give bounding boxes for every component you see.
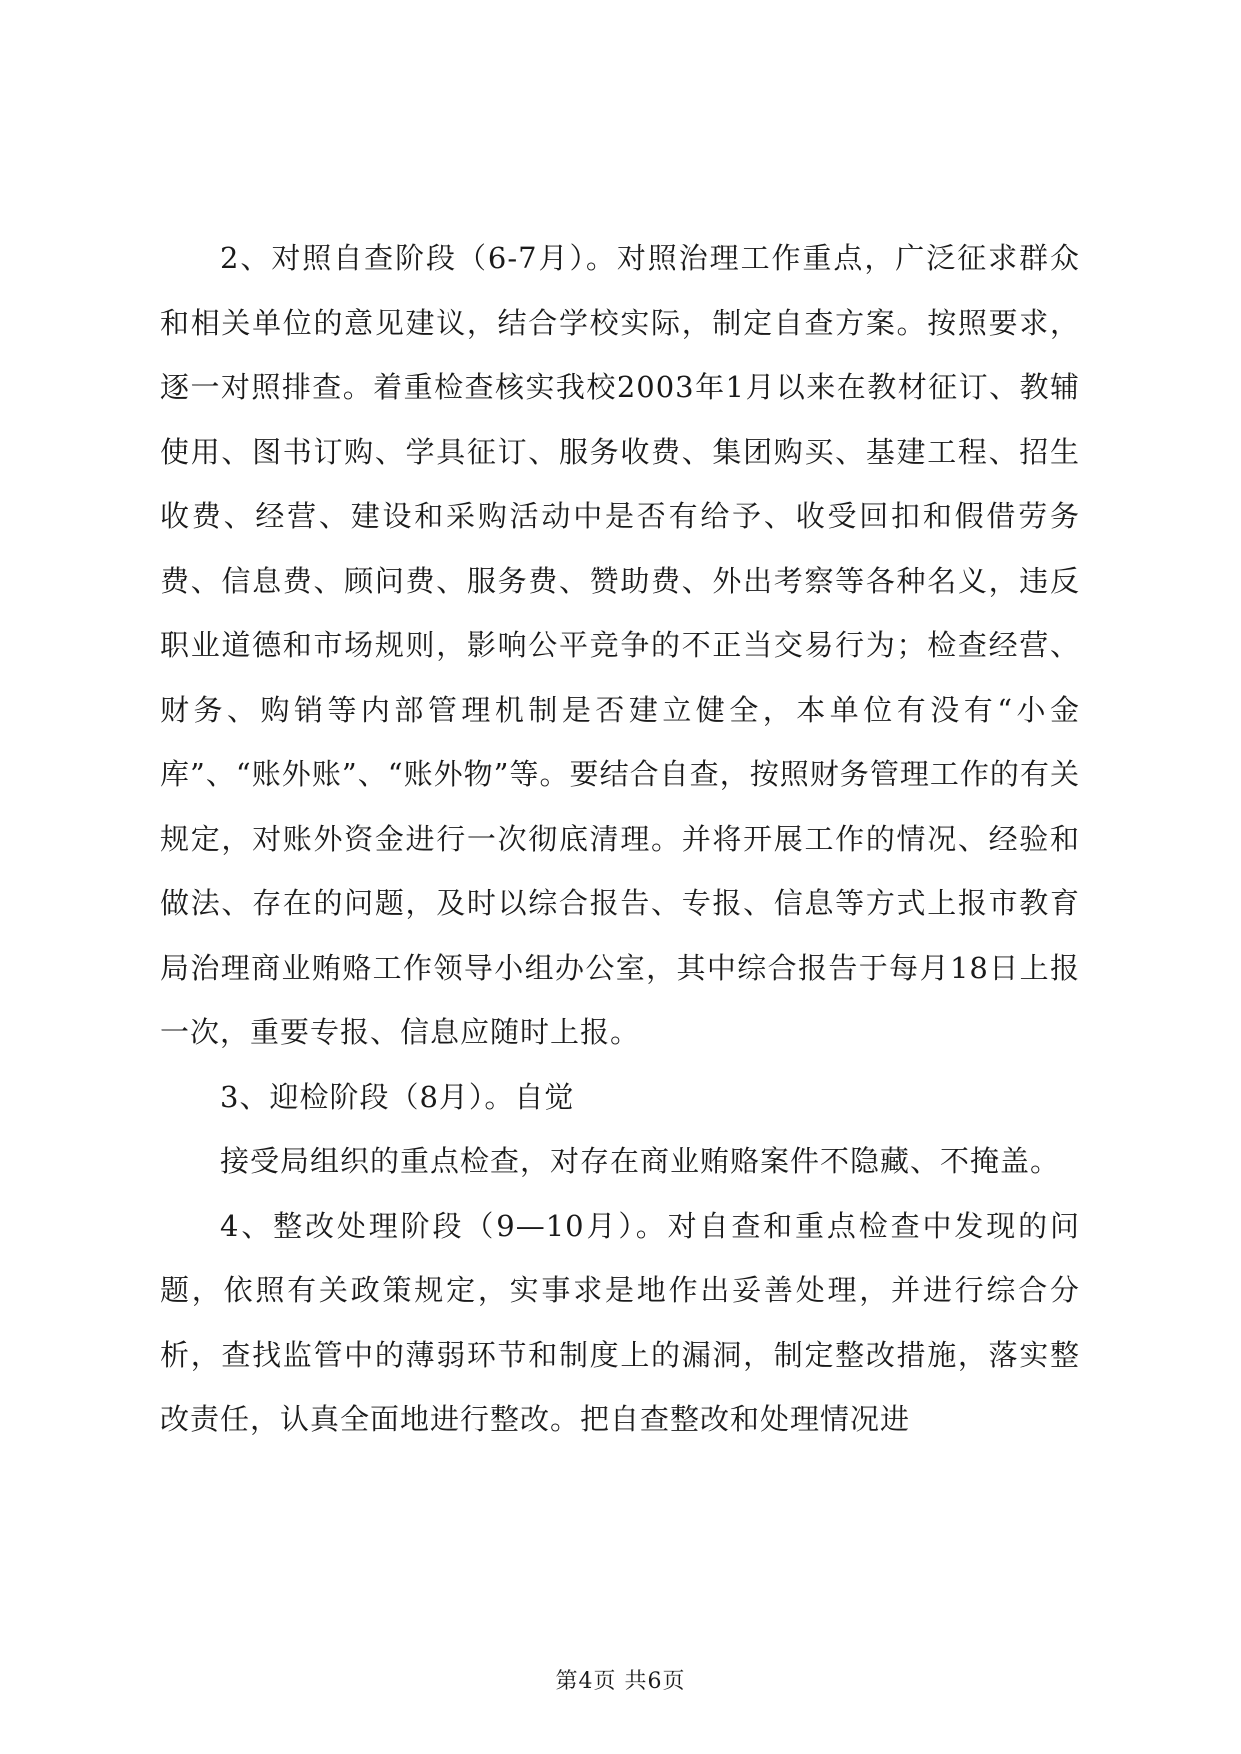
paragraph-accept-inspection: 接受局组织的重点检查，对存在商业贿赂案件不隐藏、不掩盖。 [220,1144,1061,1178]
paragraph-rectification-stage: 4、整改处理阶段（9—10月）。对自查和重点检查中发现的问题，依照有关政策规定，实事求是地作出妥善处理，并进行综合分析，查找监管中的薄弱环节和制度上的漏洞，制定整改措施，落实整改责任，认真全面地进行整改。把自查整改和处理情况进 [160,1208,1080,1436]
page-number-footer: 第4页 共6页 [555,1669,686,1694]
document-body [160,226,1080,1452]
paragraph-inspection-stage: 3、迎检阶段（8月）。自觉 [220,1079,575,1114]
paragraph-self-inspection: 2、对照自查阶段（6-7月）。对照治理工作重点，广泛征求群众和相关单位的意见建议，结合学校实际，制定自查方案。按照要求，逐一对照排查。着重检查核实我校2003年1月以来在教材征订、教辅使用、图书订购、学具征订、服务收费、集团购买、基建工程、招生收费、经营、建设和采购活动中是否有给予、收受回扣和假借劳务费、信息费、顾问费、服务费、赞助费、外出考察等各种名义，违反职业道德和市场规则，影响公平竞争的不正当交易行为；检查经营、财务、购销等内部管理机制是否建立健全，本单位有没有“小金库”、“账外账”、“账外物”等。要结合自查，按照财务管理工作的有关规定，对账外资金进行一次彻底清理。并将开展工作的情况、经验和做法、存在的问题，及时以综合报告、专报、信息等方式上报市教育局治理商业贿赂工作领导小组办公室，其中综合报告于每月18日上报一次，重要专报、信息应随时上报。 [160,241,1080,1049]
